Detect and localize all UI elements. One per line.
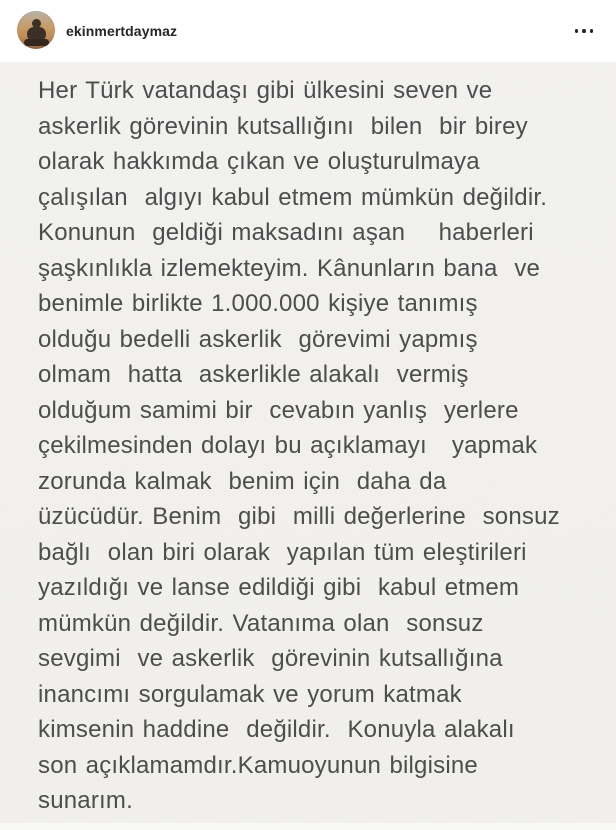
post-text-line: Her Türk vatandaşı gibi ülkesini seven ve bbox=[38, 77, 493, 104]
post-text-line: olarak hakkımda çıkan ve oluşturulmaya bbox=[38, 148, 480, 175]
post-text-line: Konunun geldiği maksadını aşan haberleri bbox=[38, 219, 534, 246]
post-text-line: çekilmesinden dolayı bu açıklamayı yapmak bbox=[38, 432, 538, 459]
post-text-line: inancımı sorgulamak ve yorum katmak bbox=[38, 680, 462, 708]
post-text-line: üzücüdür. Benim gibi milli değerlerine sonsuz bbox=[38, 503, 560, 530]
three-dots-icon bbox=[582, 29, 586, 33]
post-text-line: kimsenin haddine değildir. Konuyla alakalı bbox=[38, 716, 515, 743]
more-options-button[interactable] bbox=[566, 0, 602, 62]
three-dots-icon bbox=[590, 29, 594, 33]
post-text-line: askerlik görevinin kutsallığını bilen bir birey bbox=[38, 112, 528, 140]
avatar-person-icon bbox=[24, 39, 49, 46]
three-dots-icon bbox=[575, 29, 579, 33]
post-text-line: şaşkınlıkla izlemekteyim. Kânunların bana ve bbox=[38, 254, 541, 282]
avatar[interactable] bbox=[17, 11, 55, 49]
post-text-line: yazıldığı ve lanse edildiği gibi kabul etmem bbox=[38, 574, 520, 601]
post-text-line: sunarım. bbox=[38, 787, 133, 814]
post-text-line: olduğum samimi bir cevabın yanlış yerlere bbox=[38, 396, 519, 424]
post-text-line: sevgimi ve askerlik görevinin kutsallığına bbox=[38, 645, 503, 672]
statement-text bbox=[38, 73, 592, 819]
post-text-line: olmam hatta askerlikle alakalı vermiş bbox=[38, 361, 469, 388]
post-text-line: bağlı olan biri olarak yapılan tüm eleştirileri bbox=[38, 538, 527, 566]
post-text-line: mümkün değildir. Vatanıma olan sonsuz bbox=[38, 609, 484, 637]
post-image[interactable] bbox=[0, 62, 616, 830]
post-text-line: çalışılan algıyı kabul etmem mümkün değildir. bbox=[38, 183, 548, 211]
post-header bbox=[0, 0, 616, 62]
post-text-line: son açıklamamdır.Kamuoyunun bilgisine bbox=[38, 751, 478, 779]
post-text-line: zorunda kalmak benim için daha da bbox=[38, 467, 447, 495]
username-link[interactable]: ekinmertdaymaz bbox=[66, 23, 178, 39]
post-text-line: benimle birlikte 1.000.000 kişiye tanımış bbox=[38, 290, 478, 317]
post-text-line: olduğu bedelli askerlik görevimi yapmış bbox=[38, 325, 478, 353]
